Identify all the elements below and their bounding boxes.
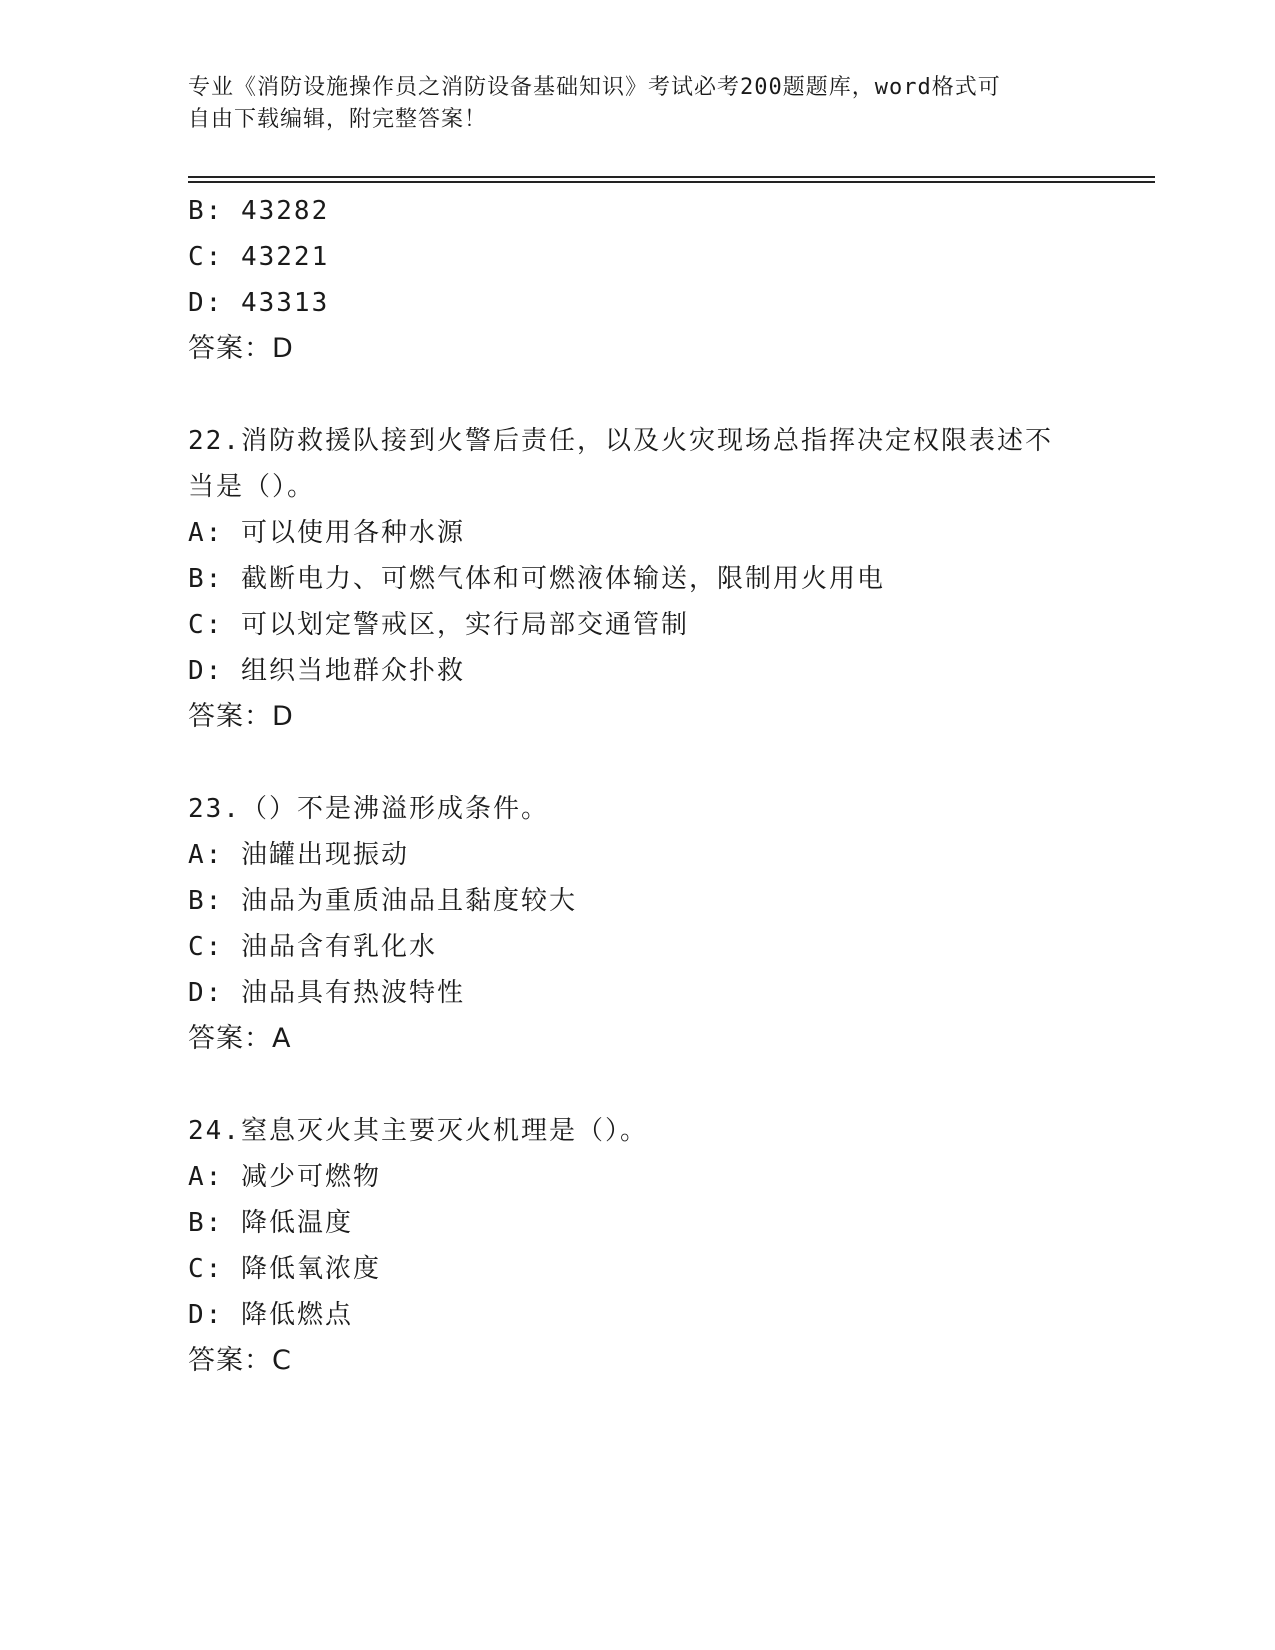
option-b: B: 降低温度 — [188, 1208, 353, 1238]
question-22 — [188, 418, 1148, 740]
question-21-continuation — [188, 188, 1148, 372]
question-23 — [188, 786, 1148, 1062]
option-c: C: 油品含有乳化水 — [188, 932, 437, 962]
answer-line: 答案：A — [188, 1023, 292, 1054]
question-24 — [188, 1108, 1148, 1384]
option-b: B: 截断电力、可燃气体和可燃液体输送，限制用火用电 — [188, 564, 885, 594]
header-divider-bottom — [188, 181, 1155, 183]
option-a: A: 减少可燃物 — [188, 1162, 381, 1192]
question-stem: 24.窒息灭火其主要灭火机理是（）。 — [188, 1116, 648, 1146]
document-header — [188, 72, 1088, 136]
header-line-1: 专业《消防设施操作员之消防设备基础知识》考试必考200题题库，word格式可 — [188, 75, 1001, 100]
option-c: C: 可以划定警戒区，实行局部交通管制 — [188, 610, 689, 640]
option-b: B: 油品为重质油品且黏度较大 — [188, 886, 577, 916]
question-stem: 23.（）不是沸溢形成条件。 — [188, 794, 549, 824]
header-divider-top — [188, 176, 1155, 178]
option-d: D: 组织当地群众扑救 — [188, 656, 465, 686]
option-d: D: 43313 — [188, 288, 330, 318]
answer-line: 答案：C — [188, 1345, 292, 1376]
option-a: A: 可以使用各种水源 — [188, 518, 465, 548]
option-d: D: 降低燃点 — [188, 1300, 353, 1330]
header-line-2: 自由下载编辑，附完整答案！ — [188, 107, 488, 132]
option-a: A: 油罐出现振动 — [188, 840, 409, 870]
question-list — [188, 188, 1148, 1384]
question-stem: 22.消防救援队接到火警后责任，以及火灾现场总指挥决定权限表述不 — [188, 426, 1053, 456]
option-c: C: 43221 — [188, 242, 330, 272]
option-b: B: 43282 — [188, 196, 330, 226]
answer-line: 答案：D — [188, 701, 294, 732]
option-c: C: 降低氧浓度 — [188, 1254, 381, 1284]
option-d: D: 油品具有热波特性 — [188, 978, 465, 1008]
question-stem: 当是（）。 — [188, 472, 316, 502]
answer-line: 答案：D — [188, 333, 294, 364]
